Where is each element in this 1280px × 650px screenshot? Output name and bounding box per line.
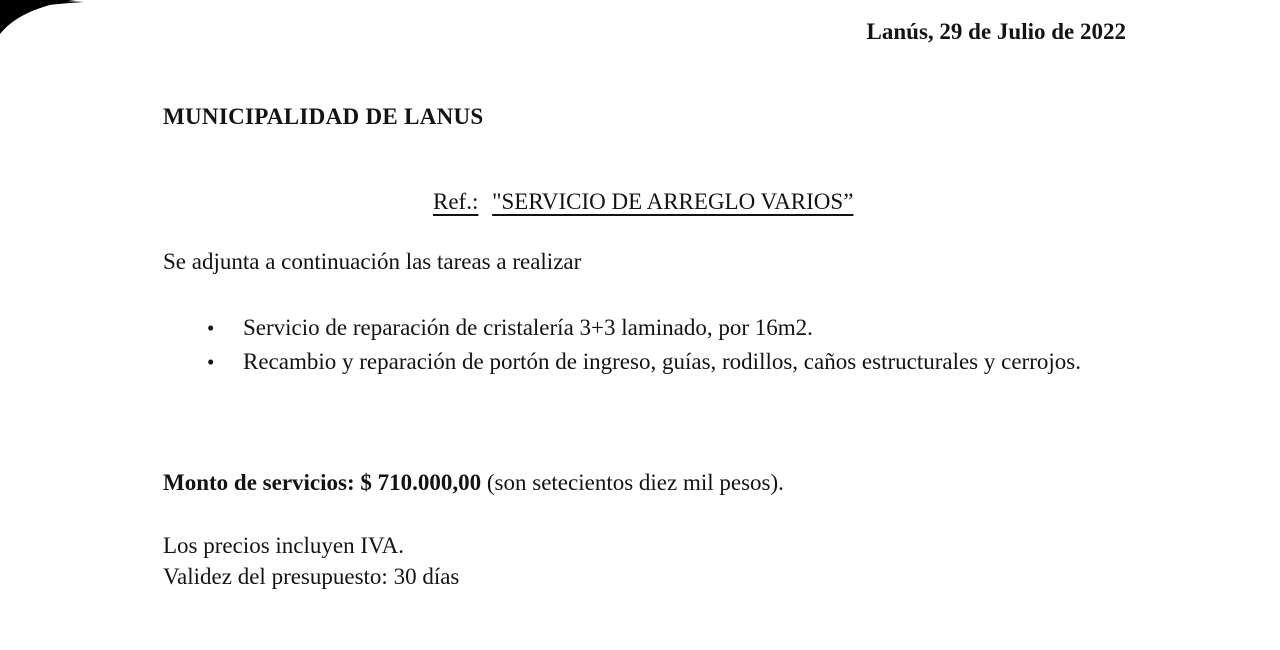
task-text: Servicio de reparación de cristalería 3+3 laminado, por 16m2. bbox=[243, 315, 813, 340]
date-line: Lanús, 29 de Julio de 2022 bbox=[866, 19, 1126, 44]
task-text: Recambio y reparación de portón de ingreso, guías, rodillos, caños estructurales y cerrojos. bbox=[243, 349, 1081, 374]
amount-bold-text: Monto de servicios: $ 710.000,00 bbox=[163, 470, 482, 495]
task-item bbox=[207, 311, 1129, 345]
scan-corner-artifact bbox=[0, 0, 90, 40]
reference-label: Ref.: bbox=[433, 189, 479, 214]
task-item bbox=[207, 345, 1129, 379]
org-name: MUNICIPALIDAD DE LANUS bbox=[163, 104, 484, 129]
intro-line: Se adjunta a continuación las tareas a realizar bbox=[163, 249, 582, 274]
bullet-icon: • bbox=[207, 350, 215, 374]
task-list bbox=[207, 311, 1129, 379]
amount-note-text: (son setecientos diez mil pesos). bbox=[481, 470, 784, 495]
reference-title: "SERVICIO DE ARREGLO VARIOS” bbox=[492, 189, 854, 214]
validity-line: Validez del presupuesto: 30 días bbox=[163, 564, 460, 589]
amount-line bbox=[163, 470, 784, 496]
iva-line: Los precios incluyen IVA. bbox=[163, 533, 405, 558]
bullet-icon: • bbox=[207, 316, 215, 340]
reference-line bbox=[433, 189, 853, 215]
